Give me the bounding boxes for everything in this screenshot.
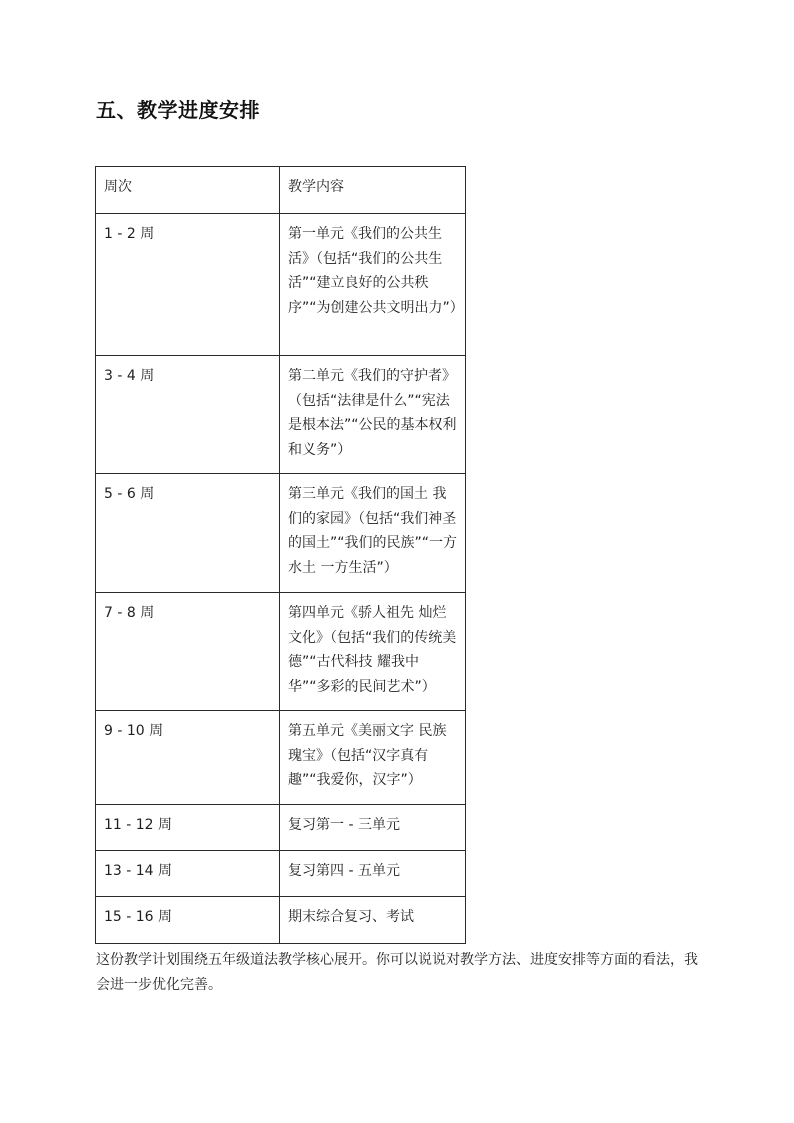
content-cell: 第二单元《我们的守护者》（包括“法律是什么”“宪法是根本法”“公民的基本权利和义务”）	[280, 356, 466, 474]
table-row	[96, 711, 466, 805]
table-row	[96, 214, 466, 356]
week-cell: 1 - 2 周	[96, 214, 280, 356]
closing-paragraph: 这份教学计划围绕五年级道法教学核心展开。你可以说说对教学方法、进度安排等方面的看法，我会进一步优化完善。	[96, 952, 698, 993]
content-cell: 第五单元《美丽文字 民族瑰宝》（包括“汉字真有趣”“我爱你，汉字”）	[280, 711, 466, 805]
table-row	[96, 805, 466, 851]
content-cell: 复习第四 - 五单元	[280, 851, 466, 897]
content-cell: 复习第一 - 三单元	[280, 805, 466, 851]
week-cell: 15 - 16 周	[96, 897, 280, 944]
week-cell: 9 - 10 周	[96, 711, 280, 805]
content-cell: 期末综合复习、考试	[280, 897, 466, 944]
week-cell: 3 - 4 周	[96, 356, 280, 474]
content-cell: 第一单元《我们的公共生活》（包括“我们的公共生活”“建立良好的公共秩序”“为创建公共文明出力”）	[280, 214, 466, 356]
section-title: 五、教学进度安排	[96, 98, 260, 122]
content-cell: 第三单元《我们的国土 我们的家园》（包括“我们神圣的国土”“我们的民族”“一方水土 一方生活”）	[280, 474, 466, 593]
table-row	[96, 851, 466, 897]
week-cell: 13 - 14 周	[96, 851, 280, 897]
content-cell: 第四单元《骄人祖先 灿烂文化》（包括“我们的传统美德”“古代科技 耀我中华”“多彩的民间艺术”）	[280, 593, 466, 711]
week-cell: 7 - 8 周	[96, 593, 280, 711]
table-header-row	[96, 167, 466, 214]
header-content: 教学内容	[280, 167, 466, 214]
table-row	[96, 474, 466, 593]
table-row	[96, 593, 466, 711]
week-cell: 11 - 12 周	[96, 805, 280, 851]
week-cell: 5 - 6 周	[96, 474, 280, 593]
table-row	[96, 897, 466, 944]
teaching-schedule-table	[95, 166, 466, 944]
table-row	[96, 356, 466, 474]
header-week: 周次	[96, 167, 280, 214]
